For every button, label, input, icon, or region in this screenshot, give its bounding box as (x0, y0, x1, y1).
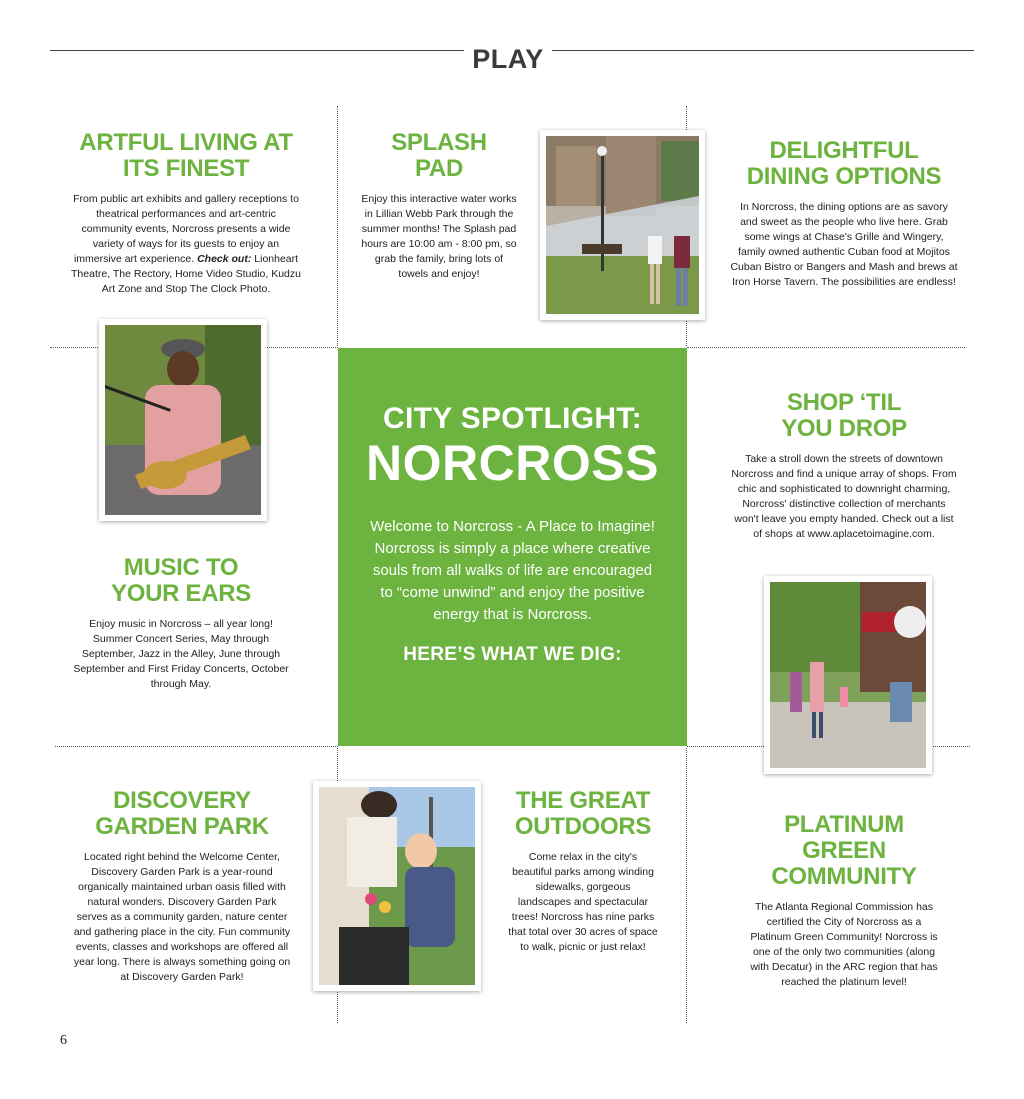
grid-divider-h1-right (687, 347, 965, 348)
article-title: SHOP ‘TIL YOU DROP (781, 389, 907, 442)
article-body: Enjoy this interactive water works in Lillian Webb Park through the summer months! The Splash pad hours are 10:00 am - 8:00 pm, so grab the family, bring lots of towels and enjoy! (361, 193, 517, 280)
grid-divider-v1 (337, 106, 338, 346)
article-splash-pad (360, 130, 518, 282)
splash-pad-photo (540, 130, 705, 320)
article-title: ARTFUL LIVING AT ITS FINEST (79, 129, 293, 182)
article-body: Located right behind the Welcome Center, Discovery Garden Park is a year-round organically maintained urban oasis filled with natural wonders. Discovery Garden Park serves as a community garden, nature center and gathering place in the city. Fun community events, classes and workshops are offered all year long. There is always something going on at Discovery Garden Park! (73, 851, 291, 983)
article-title: THE GREAT OUTDOORS (514, 787, 652, 840)
article-great-outdoors (508, 788, 658, 955)
article-platinum-green (746, 812, 942, 990)
spotlight-body: Welcome to Norcross - A Place to Imagine! Norcross is simply a place where creative souls from all walks of life are encouraged to “come unwind” and enjoy the positive energy that is Norcross. (370, 518, 655, 623)
article-body: Come relax in the city's beautiful parks among winding sidewalks, gorgeous landscapes and spectacular trees! Norcross has nine parks that total over 30 acres of space to walk, picnic or just relax! (508, 851, 658, 953)
article-body: From public art exhibits and gallery receptions to theatrical performances and art-centric community events, Norcross presents a wide variety of ways for its guests to enjoy an immersive art experience. Check out: Lionheart Theatre, The Rectory, Home Video Studio, Kudzu Art Zone and Stop The Clock Photo. (71, 193, 301, 295)
spotlight-footer: HERE’S WHAT WE DIG: (403, 644, 622, 665)
article-body: Take a stroll down the streets of downtown Norcross and find a unique array of shops. From chic and sophisticated to downright charming, Norcross' distinctive collection of merchants won't leave you empty handed. Check out a list of shops at www.aplacetoimagine.com. (731, 453, 957, 540)
article-title: DISCOVERY GARDEN PARK (95, 787, 269, 840)
article-title: DELIGHTFUL DINING OPTIONS (746, 137, 942, 190)
article-music (70, 555, 292, 692)
musician-photo (99, 319, 267, 521)
downtown-street-photo (764, 576, 932, 774)
page-number: 6 (60, 1033, 67, 1048)
article-body: Enjoy music in Norcross – all year long! Summer Concert Series, May through September, Jazz in the Alley, June through September and First Friday Concerts, October through May. (73, 618, 289, 690)
article-discovery-garden (72, 788, 292, 985)
article-dining-options (730, 138, 958, 290)
garden-kids-photo (313, 781, 481, 991)
spotlight-city-name: NORCROSS (366, 435, 659, 491)
article-artful-living (70, 130, 302, 297)
grid-divider-h2-left (55, 746, 338, 747)
article-body: In Norcross, the dining options are as savory and sweet as the people who live here. Grab some wings at Chase's Grille and Wingery, family owned authentic Cuban food at Mojitos Cuban Bistro or Bangers and Mash and brews at Iron Horse Tavern. The possibilities are endless! (730, 201, 958, 288)
article-title: MUSIC TO YOUR EARS (111, 554, 251, 607)
article-shop (730, 390, 958, 542)
check-out-label: Check out: (197, 253, 252, 265)
article-title: SPLASH PAD (391, 129, 487, 182)
grid-divider-v4 (686, 748, 687, 1023)
header-rule-right (552, 50, 974, 51)
header-rule-left (50, 50, 464, 51)
city-spotlight-panel (338, 348, 687, 746)
article-title: PLATINUM GREEN COMMUNITY (771, 811, 917, 890)
section-title: PLAY (472, 44, 544, 74)
article-body: The Atlanta Regional Commission has certified the City of Norcross as a Platinum Green Community! Norcross is one of the only two communities (along with Decatur) in the ARC region that has reached the platinum level! (750, 901, 938, 988)
spotlight-label: CITY SPOTLIGHT: (383, 402, 642, 435)
